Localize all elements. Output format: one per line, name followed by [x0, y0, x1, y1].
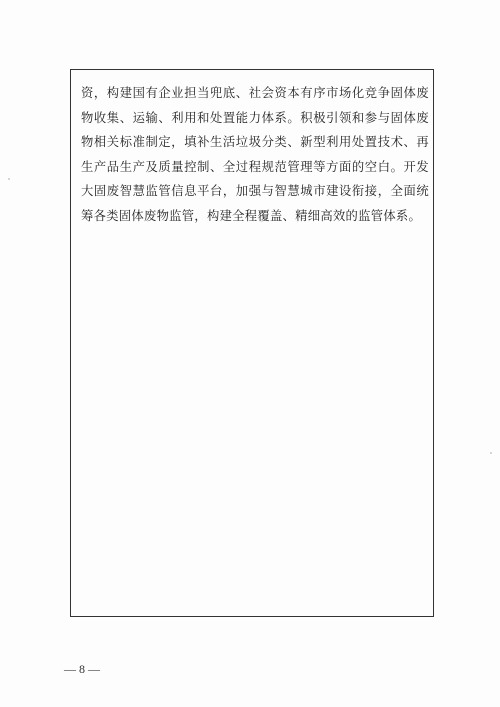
scan-speck [490, 452, 492, 454]
scan-speck [8, 178, 10, 180]
bordered-text-frame [70, 69, 434, 617]
page-number: — 8 — [64, 662, 100, 676]
body-paragraph: 资，构建国有企业担当兜底、社会资本有序市场化竞争固体废物收集、运输、利用和处置能力体系。积极引领和参与固体废物相关标准制定，填补生活垃圾分类、新型利用处置技术、再生产品生产及质量控制、全过程规范管理等方面的空白。开发大固废智慧监管信息平台，加强与智慧城市建设衔接，全面统筹各类固体废物监管，构建全程覆盖、精细高效的监管体系。 [81, 86, 429, 223]
